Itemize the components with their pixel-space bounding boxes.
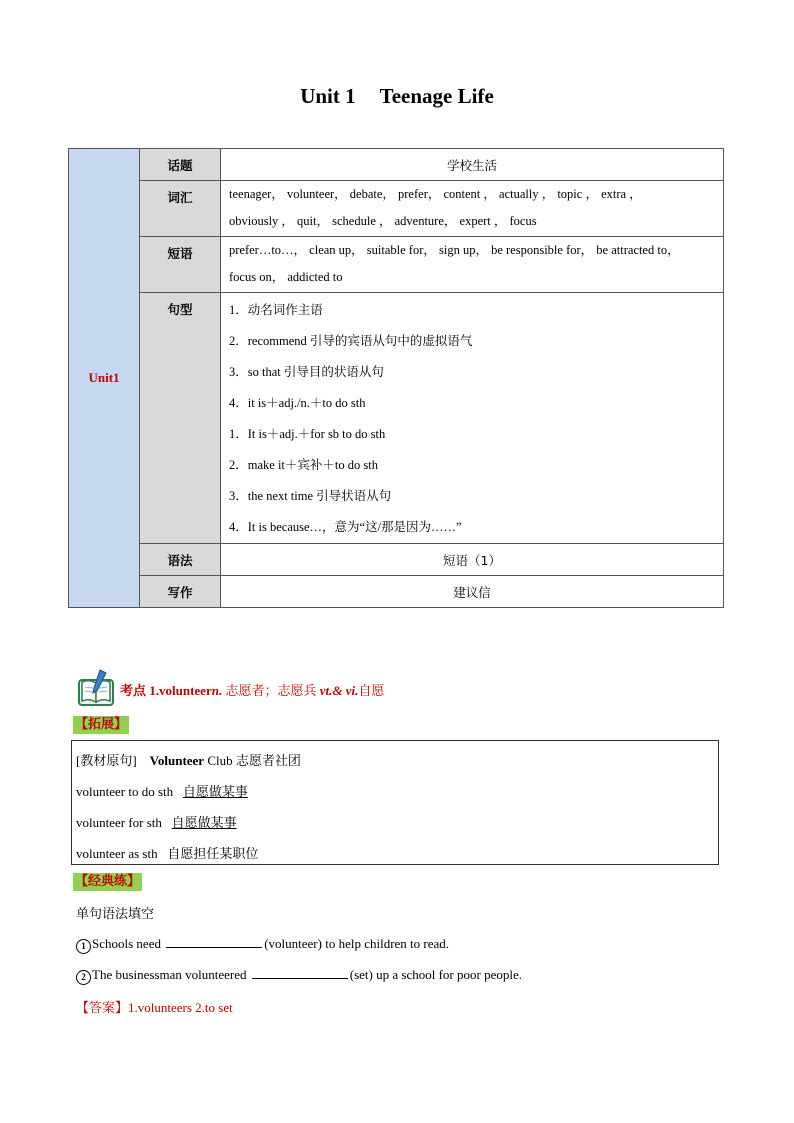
sentence-item: 3．so that 引导目的状语从句 — [229, 365, 384, 379]
vocab-value — [221, 181, 724, 237]
answer-line: 【答案】1.volunteers 2.to set — [76, 1000, 233, 1015]
exercise-heading: 单句语法填空 — [76, 906, 155, 921]
key-point-def-verb: 自愿 — [358, 682, 385, 698]
unit-number: Unit 1 — [300, 84, 356, 108]
key-point-pos-verb: vt.& vi. — [319, 682, 359, 698]
phrase-line-2: focus on， addicted to — [229, 270, 343, 284]
usage-line-3: volunteer as sth 自愿担任某职位 — [76, 846, 259, 861]
key-point-word: 考点 1.volunteer — [120, 682, 212, 698]
usage-line-1: volunteer to do sth 自愿做某事 — [76, 784, 248, 799]
row-label-phrase: 短语 — [140, 237, 221, 293]
sentence-item: 4．It is because…，意为“这/那是因为……” — [229, 520, 462, 534]
topic-value: 学校生活 — [221, 149, 724, 181]
unit-name: Teenage Life — [379, 84, 494, 108]
extension-tag: 【拓展】 — [75, 717, 128, 732]
unit-label: Unit1 — [88, 370, 120, 385]
unit-label-cell — [69, 149, 140, 608]
key-point-heading — [76, 668, 384, 708]
phrase-line-1: prefer…to…， clean up， suitable for， sign up， be responsible for， be attracted to， — [229, 243, 680, 257]
sentence-item: 4．it is＋adj./n.＋to do sth — [229, 396, 366, 410]
vocab-line-2: obviously ， quit， schedule ， adventure， expert ， focus — [229, 214, 537, 228]
unit-overview-table — [68, 148, 724, 608]
row-label-topic: 话题 — [140, 149, 221, 181]
answer-blank[interactable] — [252, 966, 348, 979]
sentence-value — [221, 293, 724, 544]
extension-box — [71, 740, 719, 865]
question-number: 1 — [76, 939, 91, 954]
writing-value: 建议信 — [221, 576, 724, 608]
vocab-line-1: teenager， volunteer， debate， prefer， content ， actually ， topic ， extra ， — [229, 187, 642, 201]
sentence-item: 2．recommend 引导的宾语从句中的虚拟语气 — [229, 334, 473, 348]
book-pen-icon — [76, 668, 116, 708]
page-title — [0, 84, 794, 109]
row-label-vocab: 词汇 — [140, 181, 221, 237]
key-point-def-noun: 志愿者；志愿兵 — [225, 682, 317, 698]
question-number: 2 — [76, 970, 91, 985]
key-point-pos-noun: n. — [211, 682, 223, 698]
exercise-question-1: 1 Schools need (volunteer) to help children to read. — [76, 935, 449, 954]
phrase-value — [221, 237, 724, 293]
answer-blank[interactable] — [166, 935, 262, 948]
usage-line-2: volunteer for sth 自愿做某事 — [76, 815, 237, 830]
exercise-question-2: 2 The businessman volunteered (set) up a school for poor people. — [76, 966, 522, 985]
practice-tag: 【经典练】 — [75, 874, 141, 889]
sentence-item: 1．It is＋adj.＋for sb to do sth — [229, 427, 386, 441]
sentence-item: 2．make it＋宾补＋to do sth — [229, 458, 378, 472]
row-label-writing: 写作 — [140, 576, 221, 608]
sentence-item: 1．动名词作主语 — [229, 303, 323, 317]
row-label-sentence: 句型 — [140, 293, 221, 544]
row-label-grammar: 语法 — [140, 544, 221, 576]
grammar-value: 短语（1） — [221, 544, 724, 576]
textbook-sentence: [教材原句] Volunteer Club 志愿者社团 — [76, 753, 301, 768]
sentence-item: 3．the next time 引导状语从句 — [229, 489, 392, 503]
